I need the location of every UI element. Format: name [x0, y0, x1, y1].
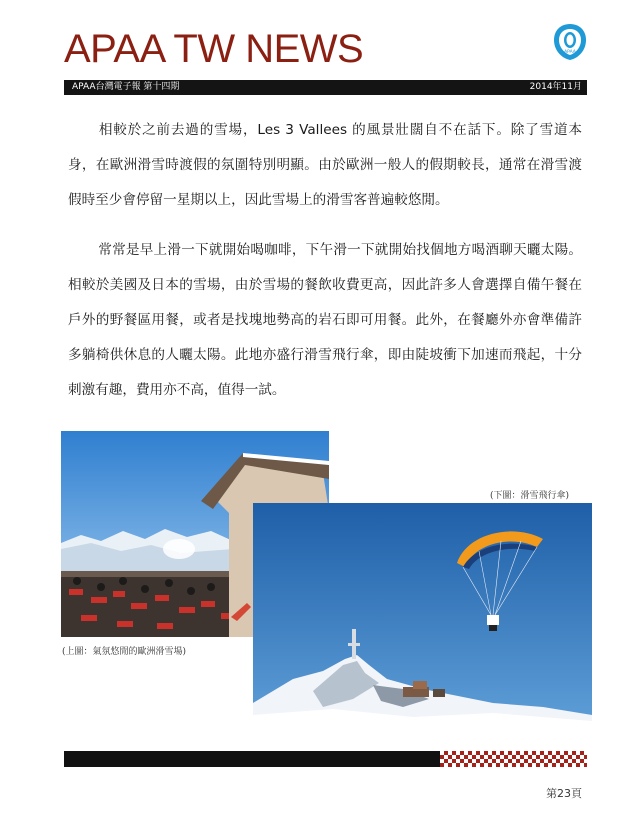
- paragraph-2-text: 常常是早上滑一下就開始喝咖啡，下午滑一下就開始找個地方喝酒聊天曬太陽。相較於美國及日本的雪場，由於雪場的餐飲收費更高，因此許多人會選擇自備午餐在戶外的野餐區用餐，或者是找塊地勢高的岩石即可用餐。此外，在餐廳外亦會準備許多躺椅供休息的人曬太陽。此地亦盛行滑雪飛行傘，即由陡坡衝下加速而飛起，十分刺激有趣，費用亦不高，值得一試。: [68, 242, 582, 398]
- article-paragraph-2: [68, 233, 582, 408]
- ski-resort-caption: (上圖：氣氛悠閒的歐洲滑雪場): [62, 647, 187, 657]
- footer-bar: [64, 751, 440, 767]
- paragliding-caption: (下圖：滑雪飛行傘): [490, 491, 570, 501]
- article-paragraph-1: [68, 113, 582, 218]
- paragliding-photo: [253, 503, 592, 728]
- newsletter-title: APAA TW NEWS: [64, 27, 364, 71]
- issue-date: 2014年11月: [529, 82, 582, 92]
- issue-label: APAA台灣電子報 第十四期: [72, 82, 180, 92]
- svg-text:APAA: APAA: [564, 50, 576, 55]
- page-number: 第23頁: [546, 787, 582, 800]
- masthead-bar: [64, 80, 587, 95]
- paragraph-1-text: 相較於之前去過的雪場，Les 3 Vallees 的風景壯闊自不在話下。除了雪道本身，在歐洲滑雪時渡假的氛圍特別明顯。由於歐洲一般人的假期較長，通常在滑雪渡假時至少會停留一星期以上，因此雪場上的滑雪客普遍較悠閒。: [68, 122, 582, 208]
- checker-pattern: [440, 751, 587, 767]
- apaa-logo: [552, 22, 588, 62]
